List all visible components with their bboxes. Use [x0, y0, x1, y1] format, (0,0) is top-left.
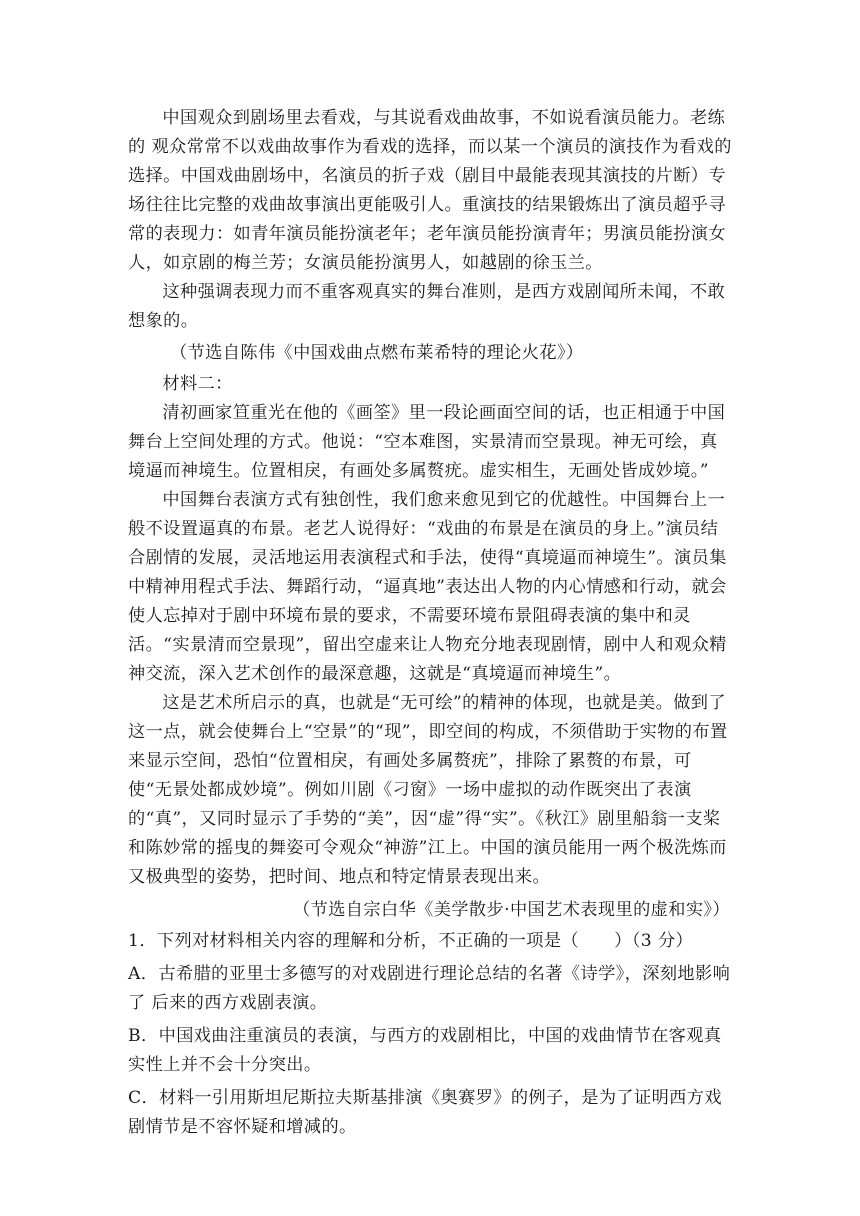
material2-label: 材料二：	[162, 374, 233, 394]
material2-paragraph-3: 这是艺术所启示的真，也就是“无可绘”的精神的体现，也就是美。做到了这一点，就会使舞台上“空景”的“现”，即空间的构成，不须借助于实物的布置来显示空间，恐怕“位置相戾，有画处多属赘疣”，排除了累赘的布景，可使“无景处都成妙境”。例如川剧《刁窗》一场中虚拟的动作既突出了表演的“真”，又同时显示了手势的“美”，因“虚”得“实”。《秋江》剧里船翁一支桨和陈妙常的摇曳的舞姿可令观众“神游”江上。中国的演员能用一两个极洗炼而又极典型的姿势，把时间、地点和特定情景表现出来。	[128, 693, 728, 887]
material1-source: （节选自陈伟《中国戏曲点燃布莱希特的理论火花》）	[170, 343, 584, 363]
material1-paragraph-2: 这种强调表现力而不重客观真实的舞台准则，是西方戏剧闻所未闻，不敢想象的。	[128, 282, 726, 331]
question-1-option-b: B．中国戏曲注重演员的表演，与西方的戏剧相比，中国的戏曲情节在客观真实性上并不会十分突出。	[128, 1026, 722, 1075]
question-1-option-c: C．材料一引用斯坦尼斯拉夫斯基排演《奥赛罗》的例子，是为了证明西方戏剧情节是不容怀疑和增减的。	[128, 1088, 722, 1137]
material2-paragraph-1: 清初画家笪重光在他的《画筌》里一段论画面空间的话，也正相通于中国舞台上空间处理的方式。他说：“空本难图，实景清而空景现。神无可绘，真境逼而神境生。位置相戾，有画处多属赘疣。虚实相生，无画处皆成妙境。”	[128, 403, 726, 481]
question-1-stem: 1．下列对材料相关内容的理解和分析，不正确的一项是（ ）（3 分）	[128, 931, 694, 951]
material2-source: （节选自宗白华《美学散步·中国艺术表现里的虚和实》）	[293, 900, 730, 920]
material2-paragraph-2: 中国舞台表演方式有独创性，我们愈来愈见到它的优越性。中国舞台上一般不设置逼真的布景。老艺人说得好：“戏曲的布景是在演员的身上。”演员结合剧情的发展，灵活地运用表演程式和手法，使得“真境逼而神境生”。演员集中精神用程式手法、舞蹈行动，“逼真地”表达出人物的内心情感和行动，就会使人忘掉对于剧中环境布景的要求，不需要环境布景阻碍表演的集中和灵活。“实景清而空景现”，留出空虚来让人物充分地表现剧情，剧中人和观众精神交流，深入艺术创作的最深意趣，这就是“真境逼而神境生”。	[128, 490, 727, 684]
question-1-option-a: A．古希腊的亚里士多德写的对戏剧进行理论总结的名著《诗学》，深刻地影响了 后来的西方戏剧表演。	[128, 964, 731, 1013]
material1-paragraph-1: 中国观众到剧场里去看戏，与其说看戏曲故事，不如说看演员能力。老练的 观众常常不以戏曲故事作为看戏的选择，而以某一个演员的演技作为看戏的选择。中国戏曲剧场中，名演员的折子戏（剧目中最能表现其演技的片断）专场往往比完整的戏曲故事演出更能吸引人。重演技的结果锻炼出了演员超乎寻常的表现力：如青年演员能扮演老年；老年演员能扮演青年；男演员能扮演女人，如京剧的梅兰芳；女演员能扮演男人，如越剧的徐玉兰。	[128, 108, 732, 273]
